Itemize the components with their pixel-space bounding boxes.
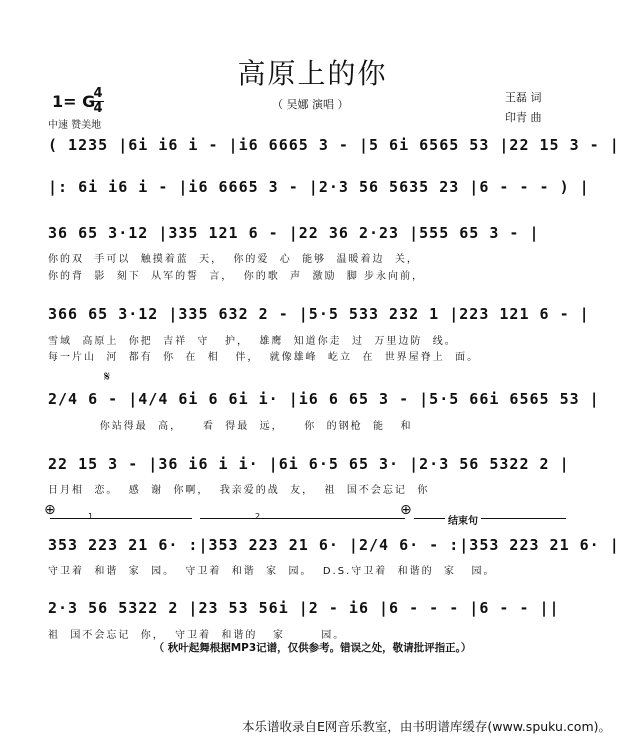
lyric-line-5: 你站得最 高， 看 得最 远， 你 的钢枪 能 和 <box>48 421 413 432</box>
time-signature-bottom: 4 <box>93 101 103 116</box>
composer-credit: 印青 曲 <box>505 111 542 124</box>
transcription-note: （ 秋叶起舞根据MP3记谱，仅供参考。错误之处，敬请批评指正。） <box>153 642 472 654</box>
score-line-1: ( 1235 |6i i6 i - |i6 6665 3 - |5 6i 6565 53 |22 15 3 - | <box>48 136 620 154</box>
lyricist-credit: 王磊 词 <box>505 91 542 104</box>
score-line-6: 22 15 3 - |36 i6 i i· |6i 6·5 65 3· |2·3 56 5322 2 | <box>48 455 570 473</box>
time-signature-top: 4 <box>93 86 103 101</box>
ending-bracket <box>414 518 566 525</box>
volta-2-label: 2 <box>255 512 261 521</box>
lyric-line-8: 祖 国不会忘记 你， 守卫着 和谐的 家 园。 <box>48 630 346 641</box>
key-signature: 1= G <box>52 92 96 111</box>
score-line-7: 353 223 21 6· :|353 223 21 6· |2/4 6· - :|353 223 21 6· | <box>48 536 620 554</box>
ending-label: 结束句 <box>445 512 481 527</box>
segno-sign: 𝄋 <box>104 369 111 385</box>
volta-1-label: 1 <box>88 512 94 521</box>
score-line-5: 2/4 6 - |4/4 6i 6 6i i· |i6 6 65 3 - |5·5 66i 6565 53 | <box>48 390 600 408</box>
credits <box>505 88 542 128</box>
performer-credit: （ 吴娜 演唱 ） <box>272 98 349 111</box>
time-signature <box>92 88 104 115</box>
score-line-8: 2·3 56 5322 2 |23 53 56i |2 - i6 |6 - - - |6 - - || <box>48 599 560 617</box>
score-line-3: 36 65 3·12 |335 121 6 - |22 36 2·23 |555 65 3 - | <box>48 224 540 242</box>
score-line-4: 366 65 3·12 |335 632 2 - |5·5 533 232 1 |223 121 6 - | <box>48 305 590 323</box>
tempo-marking: 中速 赞美地 <box>48 120 102 131</box>
lyric-line-4b: 每一片山 河 都有 你 在 相 伴， 就像雄峰 屹立 在 世界屋脊上 面。 <box>48 352 480 363</box>
volta-bracket-1 <box>50 518 192 525</box>
source-footer: 本乐谱收录自E网音乐教室，由书明谱库缓存(www.spuku.com)。 <box>242 719 611 734</box>
coda-sign-left: ⊕ <box>44 502 56 518</box>
score-line-2: |: 6i i6 i - |i6 6665 3 - |2·3 56 5635 23 |6 - - - ) | <box>48 178 590 196</box>
lyric-line-3a: 你的双 手可以 触摸着蓝 天， 你的爱 心 能够 温暖着边 关， <box>48 254 419 265</box>
coda-sign-right: ⊕ <box>400 502 412 518</box>
lyric-line-6: 日月相 恋。 感 谢 你啊， 我亲爱的战 友， 祖 国不会忘记 你 <box>48 485 430 496</box>
volta-bracket-2 <box>200 518 405 525</box>
lyric-line-3b: 你的背 影 刻下 从军的誓 言， 你的歌 声 激励 脚 步永向前， <box>48 271 425 282</box>
lyric-line-7: 守卫着 和谐 家 园。 守卫着 和谐 家 园。 D.S.守卫着 和谐的 家 园。 <box>48 566 496 577</box>
song-title: 高原上的你 <box>237 57 388 90</box>
lyric-line-4a: 雪域 高原上 你把 吉祥 守 护， 雄鹰 知道你走 过 万里边防 线。 <box>48 336 457 347</box>
